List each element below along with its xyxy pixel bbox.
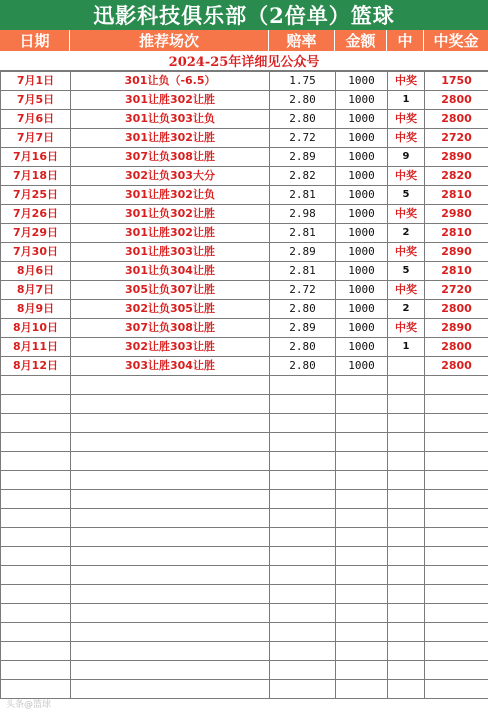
row-payout: 2890	[425, 148, 488, 167]
empty-cell	[388, 566, 425, 585]
table-row	[1, 357, 488, 376]
empty-cell	[336, 395, 388, 414]
empty-cell	[270, 661, 336, 680]
empty-row	[1, 585, 488, 604]
row-result: 中奖	[388, 243, 425, 262]
empty-cell	[336, 433, 388, 452]
empty-cell	[270, 395, 336, 414]
empty-cell	[71, 433, 270, 452]
row-amount: 1000	[336, 224, 388, 243]
empty-cell	[425, 509, 488, 528]
header-match: 推荐场次	[70, 30, 269, 51]
empty-cell	[425, 642, 488, 661]
empty-cell	[425, 433, 488, 452]
empty-cell	[425, 604, 488, 623]
row-date: 7月16日	[1, 148, 71, 167]
empty-cell	[425, 661, 488, 680]
empty-cell	[388, 528, 425, 547]
empty-cell	[71, 395, 270, 414]
row-date: 7月18日	[1, 167, 71, 186]
row-odds: 2.72	[270, 281, 336, 300]
empty-cell	[388, 661, 425, 680]
row-amount: 1000	[336, 357, 388, 376]
watermark: 头条@篮球	[6, 700, 52, 710]
empty-row	[1, 623, 488, 642]
row-match: 302让负303大分	[71, 167, 270, 186]
empty-cell	[270, 680, 336, 699]
row-result: 中奖	[388, 72, 425, 91]
page-title: 迅影科技俱乐部（2倍单）篮球	[0, 0, 488, 30]
empty-cell	[388, 395, 425, 414]
row-date: 8月10日	[1, 319, 71, 338]
empty-cell	[71, 490, 270, 509]
row-payout: 2810	[425, 224, 488, 243]
empty-cell	[388, 547, 425, 566]
empty-cell	[71, 604, 270, 623]
empty-cell	[270, 642, 336, 661]
empty-cell	[388, 623, 425, 642]
empty-cell	[388, 414, 425, 433]
table-header	[0, 30, 488, 51]
row-date: 8月7日	[1, 281, 71, 300]
empty-cell	[71, 452, 270, 471]
table-row	[1, 186, 488, 205]
row-amount: 1000	[336, 338, 388, 357]
row-odds: 2.80	[270, 110, 336, 129]
row-odds: 2.89	[270, 243, 336, 262]
empty-cell	[1, 395, 71, 414]
empty-cell	[425, 528, 488, 547]
row-match: 301让胜303让胜	[71, 243, 270, 262]
row-match: 307让负308让胜	[71, 148, 270, 167]
empty-cell	[336, 604, 388, 623]
empty-row	[1, 547, 488, 566]
empty-cell	[1, 680, 71, 699]
table-row	[1, 262, 488, 281]
row-odds: 2.80	[270, 300, 336, 319]
row-odds: 2.82	[270, 167, 336, 186]
empty-row	[1, 604, 488, 623]
empty-cell	[388, 585, 425, 604]
row-payout: 2720	[425, 129, 488, 148]
empty-cell	[336, 509, 388, 528]
table-row	[1, 148, 488, 167]
header-payout: 中奖金	[433, 32, 479, 50]
empty-cell	[336, 528, 388, 547]
table-row	[1, 129, 488, 148]
row-date: 7月7日	[1, 129, 71, 148]
empty-cell	[388, 452, 425, 471]
empty-cell	[336, 623, 388, 642]
empty-cell	[388, 433, 425, 452]
row-result: 1	[388, 91, 425, 110]
empty-cell	[425, 623, 488, 642]
row-payout: 2980	[425, 205, 488, 224]
row-date: 8月12日	[1, 357, 71, 376]
row-date: 8月6日	[1, 262, 71, 281]
empty-cell	[1, 661, 71, 680]
empty-cell	[1, 471, 71, 490]
empty-row	[1, 642, 488, 661]
empty-cell	[270, 471, 336, 490]
empty-cell	[336, 661, 388, 680]
row-odds: 2.80	[270, 338, 336, 357]
empty-cell	[388, 471, 425, 490]
row-result: 中奖	[388, 281, 425, 300]
table-row	[1, 281, 488, 300]
empty-cell	[71, 661, 270, 680]
row-odds: 1.75	[270, 72, 336, 91]
row-amount: 1000	[336, 205, 388, 224]
empty-cell	[71, 585, 270, 604]
empty-row	[1, 376, 488, 395]
subtitle: 2024-25年详细见公众号	[0, 51, 488, 71]
row-odds: 2.81	[270, 262, 336, 281]
empty-cell	[270, 528, 336, 547]
table-row	[1, 338, 488, 357]
empty-cell	[336, 490, 388, 509]
empty-cell	[71, 623, 270, 642]
row-date: 8月11日	[1, 338, 71, 357]
table-row	[1, 300, 488, 319]
empty-row	[1, 395, 488, 414]
row-match: 301让胜302让负	[71, 186, 270, 205]
empty-cell	[270, 509, 336, 528]
empty-cell	[388, 490, 425, 509]
row-payout: 1750	[425, 72, 488, 91]
table-row	[1, 224, 488, 243]
row-result: 5	[388, 262, 425, 281]
empty-cell	[425, 490, 488, 509]
empty-cell	[270, 566, 336, 585]
row-match: 303让胜304让胜	[71, 357, 270, 376]
row-amount: 1000	[336, 319, 388, 338]
empty-row	[1, 433, 488, 452]
empty-cell	[425, 566, 488, 585]
empty-cell	[1, 547, 71, 566]
row-payout: 2820	[425, 167, 488, 186]
row-match: 307让负308让胜	[71, 319, 270, 338]
row-payout: 2890	[425, 243, 488, 262]
empty-row	[1, 452, 488, 471]
empty-row	[1, 414, 488, 433]
row-odds: 2.72	[270, 129, 336, 148]
empty-cell	[71, 528, 270, 547]
row-amount: 1000	[336, 281, 388, 300]
row-match: 301让负303让负	[71, 110, 270, 129]
row-match: 301让胜302让胜	[71, 129, 270, 148]
row-result: 中奖	[388, 205, 425, 224]
empty-cell	[336, 585, 388, 604]
empty-row	[1, 528, 488, 547]
row-result: 1	[388, 338, 425, 357]
row-odds: 2.81	[270, 186, 336, 205]
row-payout: 2800	[425, 338, 488, 357]
empty-cell	[425, 547, 488, 566]
empty-cell	[388, 604, 425, 623]
empty-cell	[270, 585, 336, 604]
row-amount: 1000	[336, 243, 388, 262]
empty-cell	[71, 414, 270, 433]
empty-cell	[270, 433, 336, 452]
empty-cell	[425, 471, 488, 490]
row-date: 7月26日	[1, 205, 71, 224]
row-result: 中奖	[388, 167, 425, 186]
row-result: 9	[388, 148, 425, 167]
empty-cell	[388, 642, 425, 661]
empty-cell	[1, 623, 71, 642]
row-amount: 1000	[336, 129, 388, 148]
row-match: 301让负304让胜	[71, 262, 270, 281]
row-result: 5	[388, 186, 425, 205]
table-row	[1, 72, 488, 91]
row-result: 2	[388, 300, 425, 319]
table-row	[1, 167, 488, 186]
empty-cell	[336, 642, 388, 661]
row-match: 301让胜302让胜	[71, 91, 270, 110]
row-match: 305让负307让胜	[71, 281, 270, 300]
empty-cell	[1, 414, 71, 433]
empty-cell	[1, 604, 71, 623]
empty-cell	[336, 680, 388, 699]
empty-cell	[425, 395, 488, 414]
empty-cell	[425, 452, 488, 471]
empty-cell	[270, 452, 336, 471]
row-amount: 1000	[336, 72, 388, 91]
row-date: 7月5日	[1, 91, 71, 110]
empty-cell	[270, 376, 336, 395]
empty-cell	[71, 376, 270, 395]
empty-cell	[336, 452, 388, 471]
row-result: 2	[388, 224, 425, 243]
empty-cell	[388, 680, 425, 699]
row-result: 中奖	[388, 110, 425, 129]
table-row	[1, 319, 488, 338]
empty-cell	[388, 509, 425, 528]
row-odds: 2.80	[270, 357, 336, 376]
empty-cell	[270, 414, 336, 433]
empty-cell	[1, 642, 71, 661]
row-payout: 2810	[425, 186, 488, 205]
row-match: 302让胜303让胜	[71, 338, 270, 357]
empty-cell	[71, 509, 270, 528]
empty-cell	[425, 680, 488, 699]
empty-cell	[1, 585, 71, 604]
row-date: 7月29日	[1, 224, 71, 243]
empty-cell	[270, 604, 336, 623]
empty-cell	[425, 414, 488, 433]
empty-cell	[71, 642, 270, 661]
empty-cell	[425, 376, 488, 395]
row-result: 中奖	[388, 319, 425, 338]
row-amount: 1000	[336, 300, 388, 319]
results-table	[0, 71, 488, 699]
empty-row	[1, 566, 488, 585]
row-payout: 2720	[425, 281, 488, 300]
row-match: 301让胜302让胜	[71, 224, 270, 243]
empty-row	[1, 661, 488, 680]
row-amount: 1000	[336, 110, 388, 129]
empty-cell	[71, 680, 270, 699]
empty-cell	[1, 433, 71, 452]
row-payout: 2810	[425, 262, 488, 281]
row-date: 7月6日	[1, 110, 71, 129]
empty-cell	[1, 509, 71, 528]
empty-cell	[71, 547, 270, 566]
row-payout: 2890	[425, 319, 488, 338]
row-payout: 2800	[425, 110, 488, 129]
empty-row	[1, 680, 488, 699]
row-odds: 2.98	[270, 205, 336, 224]
table-row	[1, 205, 488, 224]
empty-cell	[1, 528, 71, 547]
row-amount: 1000	[336, 167, 388, 186]
row-amount: 1000	[336, 91, 388, 110]
row-match: 301让负302让胜	[71, 205, 270, 224]
empty-cell	[336, 547, 388, 566]
row-date: 7月30日	[1, 243, 71, 262]
empty-cell	[425, 585, 488, 604]
row-date: 7月1日	[1, 72, 71, 91]
header-odds: 赔率	[269, 30, 335, 51]
header-date: 日期	[0, 30, 70, 51]
row-amount: 1000	[336, 186, 388, 205]
row-odds: 2.89	[270, 148, 336, 167]
table-row	[1, 110, 488, 129]
row-odds: 2.80	[270, 91, 336, 110]
empty-cell	[1, 376, 71, 395]
row-match: 302让负305让胜	[71, 300, 270, 319]
row-payout: 2800	[425, 300, 488, 319]
empty-row	[1, 490, 488, 509]
empty-cell	[388, 376, 425, 395]
row-amount: 1000	[336, 148, 388, 167]
row-amount: 1000	[336, 262, 388, 281]
empty-cell	[270, 623, 336, 642]
row-date: 8月9日	[1, 300, 71, 319]
empty-cell	[71, 566, 270, 585]
empty-cell	[1, 566, 71, 585]
empty-cell	[1, 490, 71, 509]
empty-cell	[336, 566, 388, 585]
row-payout: 2800	[425, 91, 488, 110]
empty-cell	[270, 547, 336, 566]
row-result	[388, 357, 425, 376]
table-row	[1, 243, 488, 262]
row-odds: 2.89	[270, 319, 336, 338]
empty-cell	[1, 452, 71, 471]
empty-cell	[336, 414, 388, 433]
table-row	[1, 91, 488, 110]
row-payout: 2800	[425, 357, 488, 376]
header-result: 中	[387, 30, 424, 51]
row-date: 7月25日	[1, 186, 71, 205]
empty-row	[1, 509, 488, 528]
empty-row	[1, 471, 488, 490]
row-odds: 2.81	[270, 224, 336, 243]
empty-cell	[336, 376, 388, 395]
row-result: 中奖	[388, 129, 425, 148]
empty-cell	[270, 490, 336, 509]
empty-cell	[71, 471, 270, 490]
header-amount: 金额	[335, 30, 387, 51]
empty-cell	[336, 471, 388, 490]
row-match: 301让负（-6.5）	[71, 72, 270, 91]
